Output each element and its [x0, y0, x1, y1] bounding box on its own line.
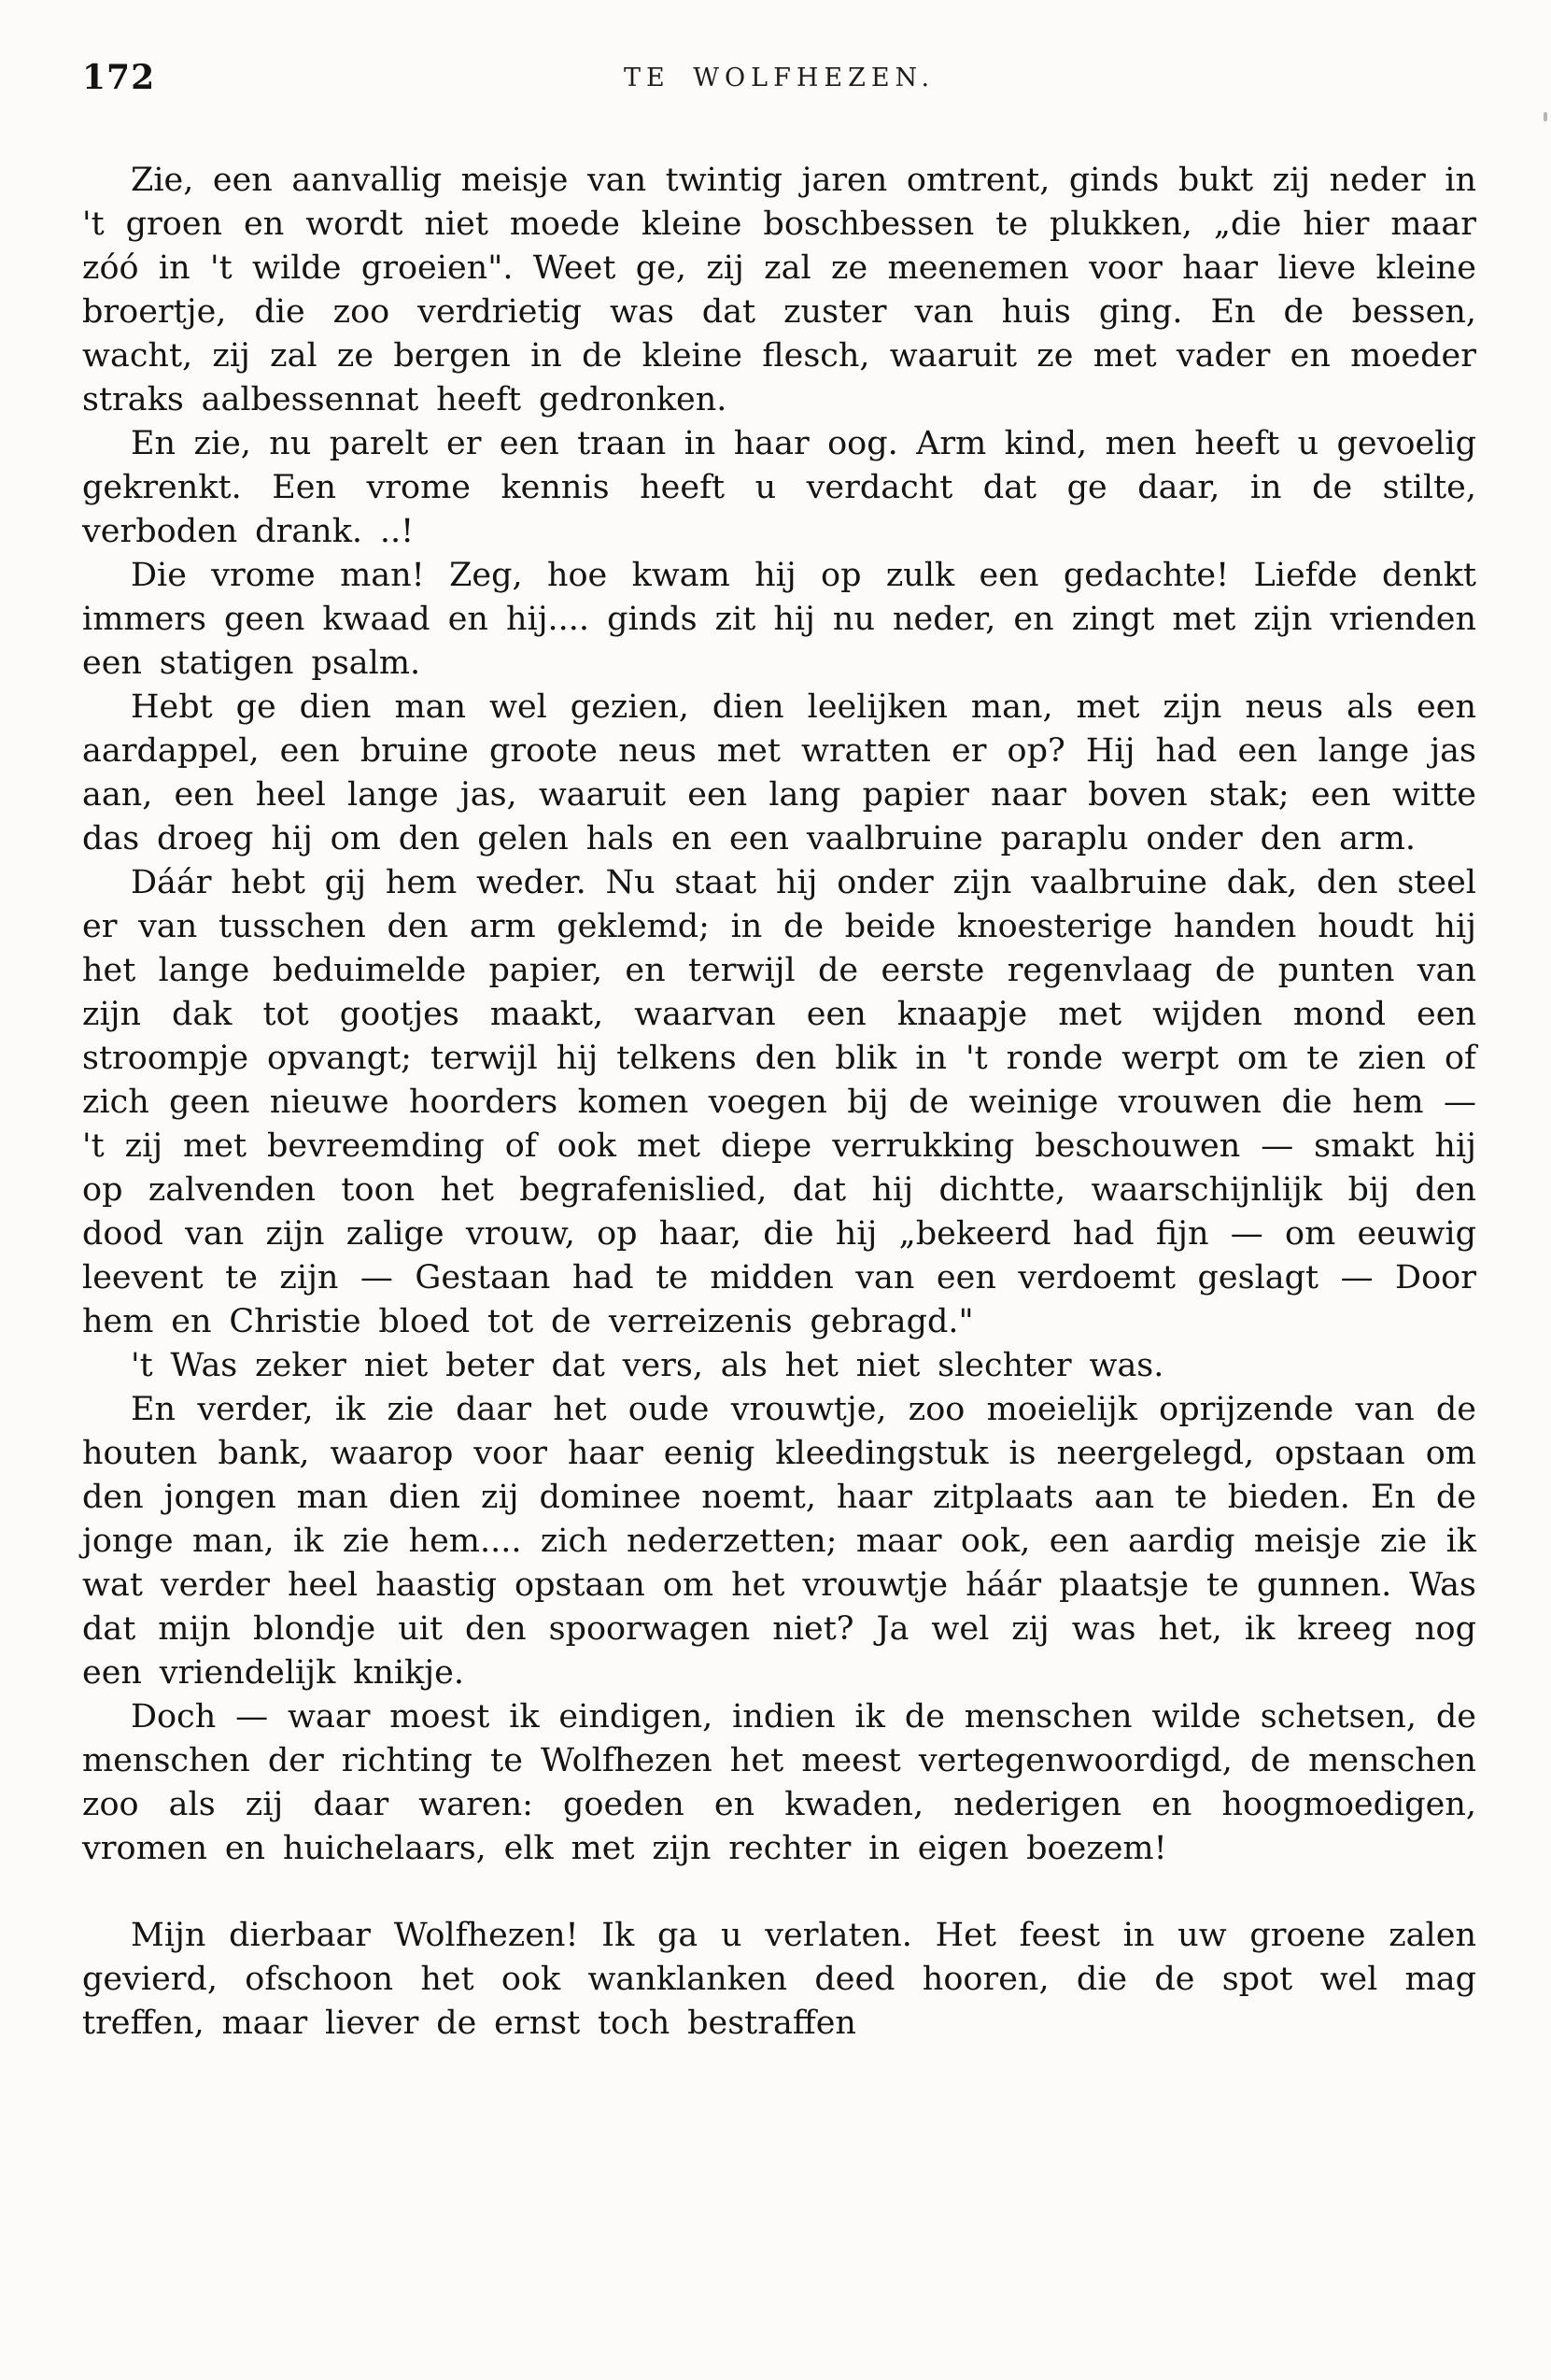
paragraph: Die vrome man! Zeg, hoe kwam hij op zulk een gedachte! Liefde denkt immers geen kwaad en hij.... ginds zit hij nu neder, en zingt met zijn vrienden een statigen psalm.	[82, 557, 1476, 682]
paragraph: En verder, ik zie daar het oude vrouwtje, zoo moeielijk oprijzende van de houten bank, waarop voor haar eenig kleedingstuk is neergelegd, opstaan om den jongen man dien zij dominee noemt, haar zitplaats aan te bieden. En de jonge man, ik zie hem.... zich nederzetten; maar ook, een aardig meisje zie ik wat verder heel haastig opstaan om het vrouwtje háár plaatsje te gunnen. Was dat mijn blondje uit den spoorwagen niet? Ja wel zij was het, ik kreeg nog een vriendelijk knikje.	[82, 1391, 1476, 1692]
paragraph: Zie, een aanvallig meisje van twintig jaren omtrent, ginds bukt zij neder in 't groen en wordt niet moede kleine boschbessen te plukken, „die hier maar zóó in 't wilde groeien". Weet ge, zij zal ze meenemen voor haar lieve kleine broertje, die zoo verdrietig was dat zuster van huis ging. En de bessen, wacht, zij zal ze bergen in de kleine flesch, waaruit ze met vader en moeder straks aalbessennat heeft gedronken.	[82, 162, 1476, 418]
paragraph: Mijn dierbaar Wolfhezen! Ik ga u verlaten. Het feest in uw groene zalen gevierd, ofschoon het ook wanklanken deed hooren, die de spot wel mag treffen, maar liever de ernst toch bestraffen	[82, 1917, 1476, 2042]
page-number: 172	[82, 58, 156, 97]
paragraph: Doch — waar moest ik eindigen, indien ik de menschen wilde schetsen, de menschen der richting te Wolfhezen het meest vertegenwoordigd, de menschen zoo als zij daar waren: goeden en kwaden, nederigen en hoogmoedigen, vromen en huichelaars, elk met zijn rechter in eigen boezem!	[82, 1698, 1476, 1867]
running-title: TE WOLFHEZEN.	[623, 64, 936, 92]
paragraph: 't Was zeker niet beter dat vers, als het niet slechter was.	[131, 1347, 1164, 1384]
paragraph: Hebt ge dien man wel gezien, dien leelijken man, met zijn neus als een aardappel, een bruine groote neus met wratten er op? Hij had een lange jas aan, een heel lange jas, waaruit een lang papier naar boven stak; een witte das droeg hij om den gelen hals en een vaalbruine paraplu onder den arm.	[82, 688, 1476, 857]
paragraph: Dáár hebt gij hem weder. Nu staat hij onder zijn vaalbruine dak, den steel er van tusschen den arm geklemd; in de beide knoesterige handen houdt hij het lange beduimelde papier, en terwijl de eerste regenvlaag de punten van zijn dak tot gootjes maakt, waarvan een knaapje met wijden mond een stroompje opvangt; terwijl hij telkens den blik in 't ronde werpt om te zien of zich geen nieuwe hoorders komen voegen bij de weinige vrouwen die hem — 't zij met bevreemding of ook met diepe verrukking beschouwen — smakt hij op zalvenden toon het begrafenislied, dat hij dichtte, waarschijnlijk bij den dood van zijn zalige vrouw, op haar, die hij „bekeerd had fijn — om eeuwig leevent te zijn — Gestaan had te midden van een verdoemt geslagt — Door hem en Christie bloed tot de verreizenis gebragd."	[82, 864, 1476, 1340]
scan-artifact	[1544, 112, 1547, 121]
page-header	[82, 58, 1476, 106]
paragraph: En zie, nu parelt er een traan in haar oog. Arm kind, men heeft u gevoelig gekrenkt. Een vrome kennis heeft u verdacht dat ge daar, in de stilte, verboden drank. ..!	[82, 425, 1476, 550]
text-block	[82, 159, 1476, 2046]
